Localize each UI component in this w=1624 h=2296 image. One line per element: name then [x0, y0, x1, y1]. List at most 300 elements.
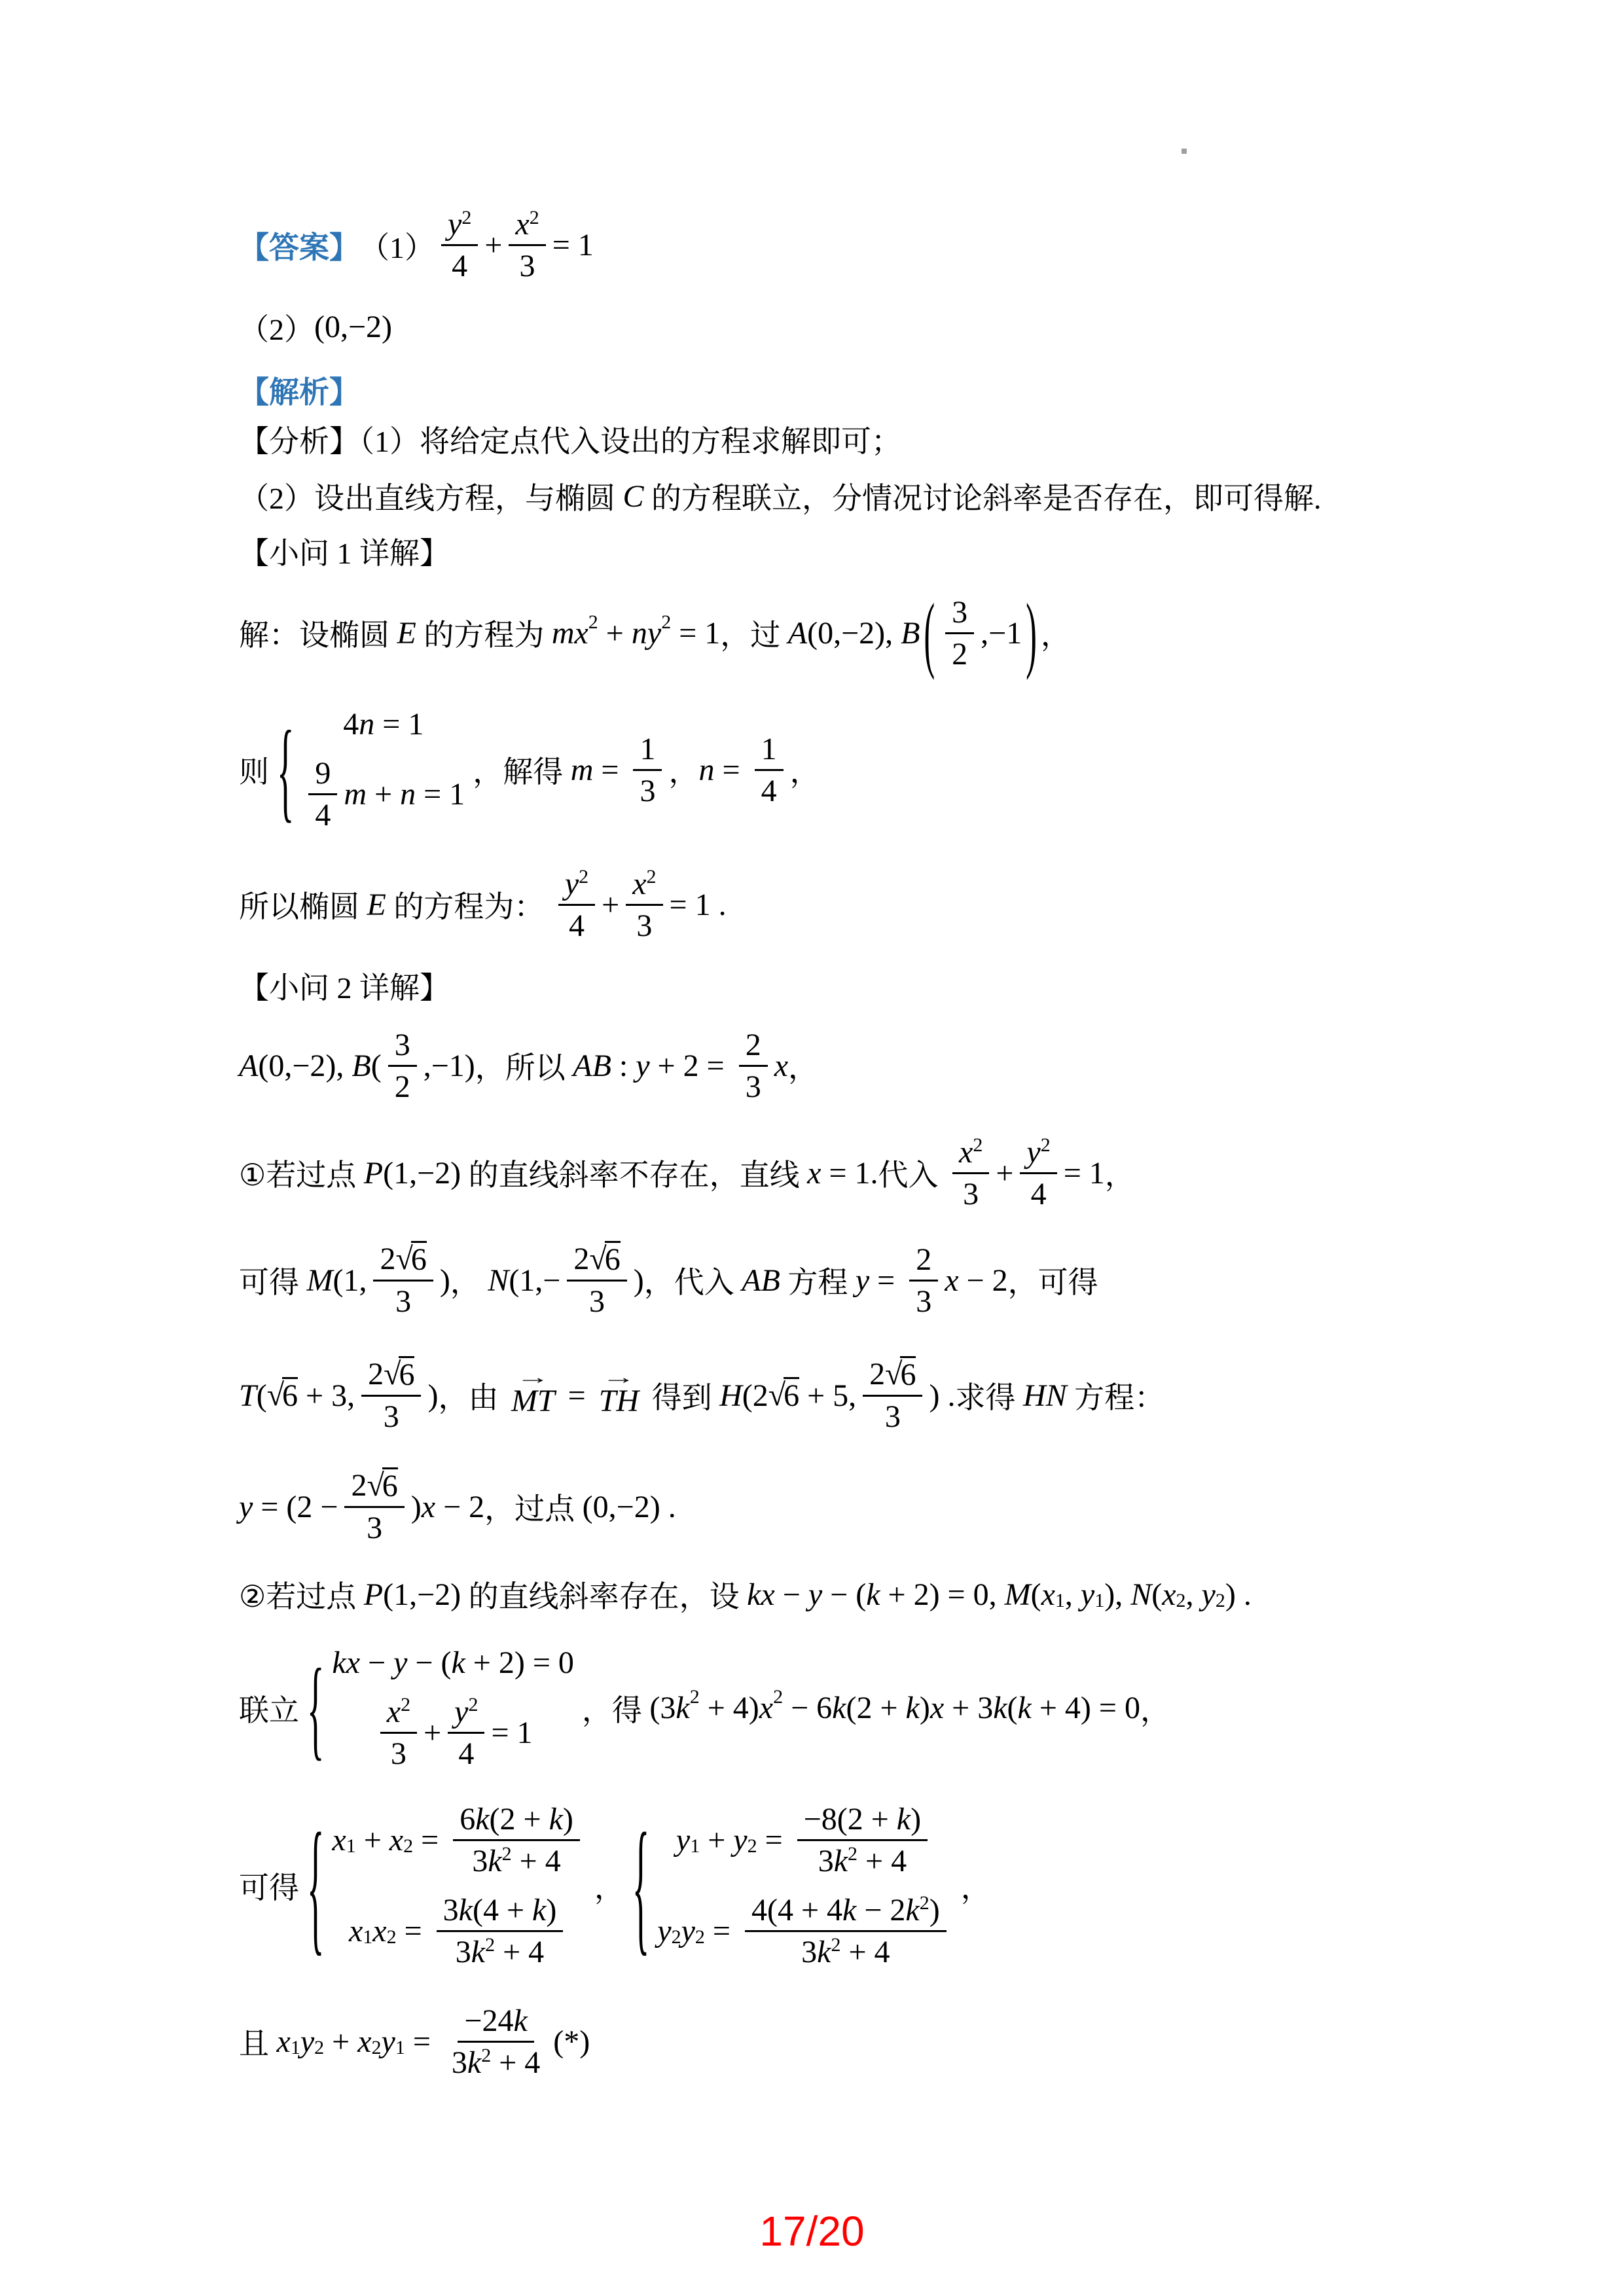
math-fraction	[626, 866, 662, 944]
math-variable: M	[1004, 1577, 1031, 1612]
math-number: + 4	[840, 1934, 890, 1969]
math-number: 3	[472, 1843, 488, 1878]
math-number: +	[996, 1155, 1014, 1191]
math-variable: y	[808, 1577, 823, 1612]
fraction-numerator	[633, 731, 662, 771]
math-number: (	[1007, 1691, 1018, 1725]
math-number: =	[869, 1263, 903, 1298]
system-rows	[657, 1801, 952, 1970]
math-number: +	[484, 228, 503, 262]
text-run: 的方程联立，分情况讨论斜率是否存在，即可得解.	[643, 482, 1322, 515]
math-variable: k	[833, 1843, 848, 1878]
sqrt-expression	[589, 1241, 620, 1278]
text-run: ，	[594, 1871, 624, 1905]
math-number: (0,−2)	[314, 310, 393, 344]
math-number: 3	[395, 1283, 412, 1319]
math-variable: x	[1041, 1577, 1055, 1612]
math-number: = 1	[671, 615, 721, 651]
math-fraction	[437, 1892, 564, 1970]
big-paren: )	[1026, 585, 1037, 681]
text-run: 【小问 1 详解】	[239, 537, 450, 570]
math-variable: E	[397, 615, 416, 651]
fraction-numerator	[863, 1356, 922, 1397]
fraction-numerator	[453, 1801, 580, 1841]
fraction-numerator	[361, 1356, 421, 1397]
math-variable: k	[549, 1801, 563, 1837]
math-number: −8(2 +	[803, 1801, 897, 1837]
radicand: 6	[410, 1242, 427, 1278]
radicand: 6	[604, 1242, 621, 1278]
sqrt-expression	[384, 1356, 414, 1393]
math-number: (1,−2)	[383, 1155, 461, 1191]
math-fraction	[448, 1694, 484, 1772]
text-run: ，	[960, 1871, 991, 1905]
math-number: = 1	[374, 707, 424, 742]
math-variable: mx	[551, 615, 588, 651]
system-brace: {	[632, 1802, 650, 1969]
math-number: (1,−2)	[383, 1577, 461, 1612]
math-number: = 1.	[821, 1155, 878, 1191]
math-number: + 3,	[298, 1378, 355, 1413]
fraction-numerator	[344, 1467, 404, 1508]
system-row	[657, 1892, 952, 1970]
sqrt-expression	[885, 1356, 916, 1393]
subscript: 2	[403, 1835, 414, 1857]
fraction-numerator	[437, 1892, 564, 1932]
text-run: 方程：	[1066, 1381, 1165, 1414]
math-variable: x	[945, 1263, 959, 1298]
math-number: 3	[963, 1176, 979, 1211]
math-number: 3	[801, 1934, 818, 1969]
math-variable: HN	[1022, 1378, 1067, 1413]
math-variable: x	[1162, 1577, 1176, 1612]
system-brace: {	[307, 1802, 325, 1969]
text-run: ，可得	[1007, 1266, 1098, 1299]
math-variable: k	[513, 2003, 528, 2038]
math-number: − (	[407, 1645, 452, 1680]
text-run: 联立	[239, 1693, 299, 1727]
math-number: (	[370, 1048, 382, 1083]
math-number: 1	[761, 731, 777, 766]
math-number: − 2	[435, 1489, 485, 1524]
superscript: 2	[973, 1134, 983, 1156]
fraction-numerator	[755, 731, 784, 771]
fraction-numerator	[509, 206, 545, 246]
system-row	[676, 1801, 934, 1879]
math-number: 3	[818, 1843, 834, 1878]
math-variable: y	[564, 866, 579, 901]
math-variable: k	[471, 1934, 486, 1969]
radical-sign: √	[885, 1357, 903, 1392]
math-variable: x	[929, 1691, 945, 1725]
math-number: 9	[315, 756, 331, 791]
math-number: + 4) = 0	[1031, 1691, 1140, 1725]
line-star-identity	[239, 1992, 590, 2091]
math-number: =	[396, 1913, 430, 1948]
math-number: = (2 −	[253, 1489, 338, 1524]
math-number: =	[560, 1378, 594, 1413]
math-number: − 6	[783, 1691, 833, 1725]
text-run: ，	[788, 1051, 818, 1085]
math-variable: x	[421, 1489, 436, 1524]
math-number: −24	[464, 2003, 514, 2038]
math-variable: n	[400, 777, 416, 812]
math-number: 3	[640, 773, 656, 808]
math-fraction	[633, 731, 662, 809]
radical-sign: √	[768, 1378, 786, 1413]
superscript: 2	[831, 1934, 841, 1956]
stray-dot	[1182, 149, 1187, 154]
fraction-denominator	[583, 1282, 611, 1319]
math-number: 3	[916, 1283, 932, 1319]
math-number: − (	[822, 1577, 867, 1612]
fraction-numerator	[388, 1027, 417, 1067]
math-fraction	[558, 866, 595, 944]
math-number: + 4	[857, 1843, 907, 1878]
math-variable: x	[759, 1691, 774, 1725]
math-variable: k	[451, 1645, 465, 1680]
subscript: 2	[695, 1926, 705, 1948]
math-number: )	[633, 1263, 644, 1298]
math-fraction	[745, 1892, 947, 1970]
text-run: 且	[239, 2027, 277, 2060]
subscript: 2	[1176, 1589, 1186, 1611]
line-hn-equation	[239, 1457, 676, 1556]
system-rows	[302, 706, 465, 833]
math-number: (4 +	[472, 1892, 533, 1928]
superscript: 2	[485, 1934, 496, 1956]
math-variable: k	[905, 1691, 920, 1725]
math-variable: kx	[747, 1577, 775, 1612]
superscript: 2	[646, 866, 657, 888]
math-number: + 4	[511, 1843, 561, 1878]
math-number: 3	[455, 1934, 471, 1969]
math-variable: k	[488, 1843, 502, 1878]
math-number: +	[602, 887, 620, 922]
line-analysis-point1	[239, 416, 901, 463]
math-variable: y	[381, 2024, 395, 2059]
math-number: = 1 .	[669, 887, 727, 922]
text-run: 求得	[955, 1381, 1023, 1414]
math-variable: m	[344, 777, 367, 812]
text-run: （1）	[359, 230, 435, 264]
subscript: 1	[363, 1926, 373, 1948]
math-number: − 2	[958, 1263, 1008, 1298]
text-run: 解：设椭圆	[239, 619, 397, 652]
math-number: 4	[343, 707, 359, 742]
text-run: 代入	[878, 1158, 947, 1192]
text-run: ，过	[720, 619, 788, 652]
math-number: (0,−2),	[807, 615, 901, 651]
math-variable: x	[357, 2024, 372, 2059]
math-variable: A	[787, 615, 808, 651]
subscript: 2	[1215, 1589, 1225, 1611]
line-analysis-point2	[239, 473, 1322, 520]
math-variable: B	[352, 1048, 371, 1083]
math-variable: P	[363, 1155, 384, 1191]
math-fraction	[863, 1356, 922, 1435]
fraction-numerator	[458, 2003, 533, 2043]
line-case1	[239, 1123, 1135, 1223]
math-number: + 2) = 0	[465, 1645, 574, 1680]
text-run: ②若过点	[239, 1580, 364, 1613]
text-run: 可得	[239, 1871, 299, 1905]
math-number: )	[439, 1263, 450, 1298]
math-variable: k	[532, 1892, 547, 1928]
sqrt-expression	[367, 1467, 397, 1504]
math-number: (3	[649, 1691, 676, 1725]
math-variable: x	[959, 1134, 973, 1170]
math-number: 4	[452, 249, 468, 283]
math-number: (	[1030, 1577, 1041, 1612]
text-run: （2）设出直线方程，与椭圆	[239, 482, 623, 515]
math-variable: x	[372, 1913, 387, 1948]
math-variable: k	[475, 1801, 490, 1837]
fraction-numerator	[441, 206, 478, 246]
subscript: 2	[671, 1926, 681, 1948]
math-number: +	[424, 1715, 442, 1750]
math-variable: k	[817, 1934, 831, 1969]
equation-system	[632, 1801, 953, 1970]
math-variable: x	[386, 1694, 401, 1729]
math-number: 3	[636, 908, 653, 943]
math-number: =	[593, 752, 627, 787]
math-number: 2	[573, 1242, 590, 1277]
math-fraction	[308, 755, 337, 833]
fraction-numerator	[626, 866, 662, 906]
fraction-denominator	[449, 1932, 550, 1970]
fraction-denominator	[633, 771, 662, 809]
math-variable: x	[632, 866, 647, 901]
fraction-denominator	[445, 246, 474, 284]
math-variable: P	[363, 1577, 384, 1612]
superscript: 2	[501, 1843, 512, 1865]
system-row	[343, 706, 424, 742]
subscript: 1	[395, 2036, 405, 2058]
line-case2	[239, 1567, 1252, 1622]
math-number: + 4	[495, 1934, 545, 1969]
math-variable: k	[458, 1892, 473, 1928]
math-variable: k	[905, 1892, 920, 1928]
math-number: (2 +	[489, 1801, 549, 1837]
math-number: = 1	[1063, 1155, 1105, 1191]
math-number: +	[598, 615, 632, 651]
radicand: 6	[784, 1378, 800, 1414]
math-number: 2	[916, 1242, 932, 1277]
math-number: 2	[380, 1242, 396, 1277]
math-number: 3	[519, 249, 535, 283]
line-analysis-header	[239, 365, 359, 414]
math-number: (0,−2),	[258, 1048, 352, 1083]
math-number: = 1	[491, 1715, 533, 1750]
math-number: 2	[351, 1468, 367, 1503]
text-run: ，	[1040, 619, 1071, 652]
math-fraction	[344, 1467, 404, 1546]
math-number: .	[660, 1489, 676, 1524]
math-number: +	[700, 1822, 734, 1857]
text-run: ，所以	[475, 1051, 573, 1085]
fraction-denominator	[308, 795, 337, 833]
math-variable: y	[1026, 1134, 1041, 1170]
subscript: 1	[290, 2036, 300, 2058]
math-number: 4	[458, 1736, 475, 1771]
big-paren: (	[924, 585, 935, 681]
math-number: )	[911, 1801, 922, 1837]
math-variable: N	[488, 1263, 509, 1298]
math-variable: B	[901, 615, 920, 651]
text-run: ，过点	[484, 1492, 583, 1526]
math-number: 2	[745, 1027, 761, 1062]
superscript: 2	[848, 1843, 857, 1865]
math-number: :	[611, 1048, 636, 1083]
math-number: (2	[742, 1378, 768, 1413]
math-variable: y	[1080, 1577, 1095, 1612]
equation-system	[277, 706, 465, 833]
fraction-denominator	[384, 1734, 413, 1772]
math-number: =	[413, 1822, 447, 1857]
math-number: 6	[460, 1801, 476, 1837]
section-label: 【答案】	[239, 230, 359, 264]
superscript: 2	[689, 1686, 700, 1708]
fraction-numerator	[567, 1241, 626, 1282]
text-run: 则	[239, 755, 269, 789]
math-number: ) .	[929, 1378, 956, 1413]
math-variable: N	[1130, 1577, 1152, 1612]
subscript: 2	[747, 1835, 757, 1857]
math-variable: k	[832, 1691, 846, 1725]
math-number: − 2	[856, 1892, 906, 1928]
sqrt-expression	[267, 1377, 298, 1414]
math-number: )	[929, 1892, 940, 1928]
fraction-denominator	[795, 1932, 896, 1970]
math-variable: x	[774, 1048, 788, 1083]
line-ab-line	[239, 1016, 818, 1115]
math-variable: x	[348, 1913, 363, 1948]
line-subq2-header	[239, 962, 450, 1009]
superscript: 2	[481, 2045, 492, 2066]
line-answer-part1	[239, 185, 594, 306]
math-fraction	[509, 206, 545, 284]
vector-overline: → MT	[511, 1383, 555, 1419]
math-number: (1,	[333, 1263, 367, 1298]
math-number: )	[410, 1489, 422, 1524]
radical-sign: √	[395, 1242, 413, 1277]
fraction-denominator	[956, 1174, 985, 1212]
superscript: 2	[529, 206, 539, 228]
math-variable: y	[393, 1645, 408, 1680]
math-number: ,	[1185, 1577, 1202, 1612]
fraction-denominator	[389, 1282, 418, 1319]
superscript: 2	[661, 611, 672, 633]
math-variable: y	[676, 1822, 691, 1857]
math-number: =	[704, 1913, 738, 1948]
math-number: + 2) = 0,	[880, 1577, 1005, 1612]
math-fraction	[739, 1027, 768, 1105]
system-brace: {	[307, 1645, 325, 1770]
math-number: 3	[745, 1069, 761, 1104]
math-number: +	[324, 2024, 358, 2059]
math-number: =	[405, 2024, 439, 2059]
fraction-denominator	[445, 2043, 547, 2081]
math-number: 2	[394, 1069, 410, 1104]
equation-system	[307, 1645, 574, 1772]
math-number: (	[1151, 1577, 1163, 1612]
radicand: 6	[399, 1357, 415, 1393]
math-number: (1,−	[509, 1263, 561, 1298]
sqrt-expression	[768, 1377, 799, 1414]
math-number: +	[367, 777, 401, 812]
math-variable: k	[866, 1577, 880, 1612]
system-brace: {	[277, 707, 295, 833]
math-variable: H	[719, 1378, 742, 1413]
math-number: 4	[1030, 1176, 1047, 1211]
math-fraction	[755, 731, 784, 809]
fraction-numerator	[1020, 1134, 1056, 1174]
math-variable: y	[855, 1263, 870, 1298]
math-variable: k	[676, 1691, 690, 1725]
math-number: −	[360, 1645, 394, 1680]
math-variable: x	[515, 207, 530, 242]
math-number: ,	[1064, 1577, 1081, 1612]
math-variable: E	[367, 887, 386, 922]
text-run: ，	[789, 755, 820, 789]
math-variable: A	[239, 1048, 259, 1083]
math-variable: k	[896, 1801, 911, 1837]
math-variable: k	[842, 1892, 857, 1928]
fraction-numerator	[373, 1241, 433, 1282]
text-run: ，解得	[473, 755, 571, 789]
line-subq1-header	[239, 528, 450, 575]
text-run: ，	[450, 1266, 488, 1299]
math-fraction	[909, 1242, 938, 1319]
line-system-mn	[239, 691, 820, 848]
radicand: 6	[382, 1469, 398, 1504]
superscript: 2	[1040, 1134, 1051, 1156]
subscript: 2	[386, 1926, 397, 1948]
math-variable: C	[623, 478, 644, 514]
line-ellipse-equation	[239, 850, 727, 960]
math-number: + 4	[491, 2045, 541, 2080]
fraction-numerator	[739, 1027, 768, 1067]
subscript: 1	[346, 1835, 356, 1857]
math-fraction	[797, 1801, 928, 1879]
math-number: + 2 =	[649, 1048, 732, 1083]
math-number: 4	[315, 798, 331, 833]
math-number: + 5,	[799, 1378, 857, 1413]
radical-sign: √	[266, 1378, 285, 1413]
math-number: 2	[952, 636, 968, 672]
math-variable: k	[993, 1691, 1007, 1725]
math-variable: y	[733, 1822, 748, 1857]
math-fraction	[373, 1241, 433, 1319]
fraction-denominator	[630, 906, 659, 944]
text-run: 的方程为：	[386, 890, 552, 924]
math-variable: y	[448, 207, 462, 242]
math-number: 4	[568, 908, 585, 943]
fraction-numerator	[558, 866, 595, 906]
subscript: 1	[1094, 1589, 1105, 1611]
math-number: 3	[442, 1892, 459, 1928]
text-run: 的直线斜率不存在，直线	[461, 1158, 808, 1192]
fraction-numerator	[909, 1242, 938, 1282]
superscript: 2	[468, 1694, 478, 1715]
fraction-denominator	[452, 1734, 480, 1772]
system-rows	[332, 1801, 586, 1970]
math-fraction	[952, 1134, 989, 1212]
text-run: 的直线斜率存在，设	[461, 1580, 748, 1613]
fraction-denominator	[377, 1397, 406, 1435]
text-run: 得到	[644, 1381, 720, 1414]
